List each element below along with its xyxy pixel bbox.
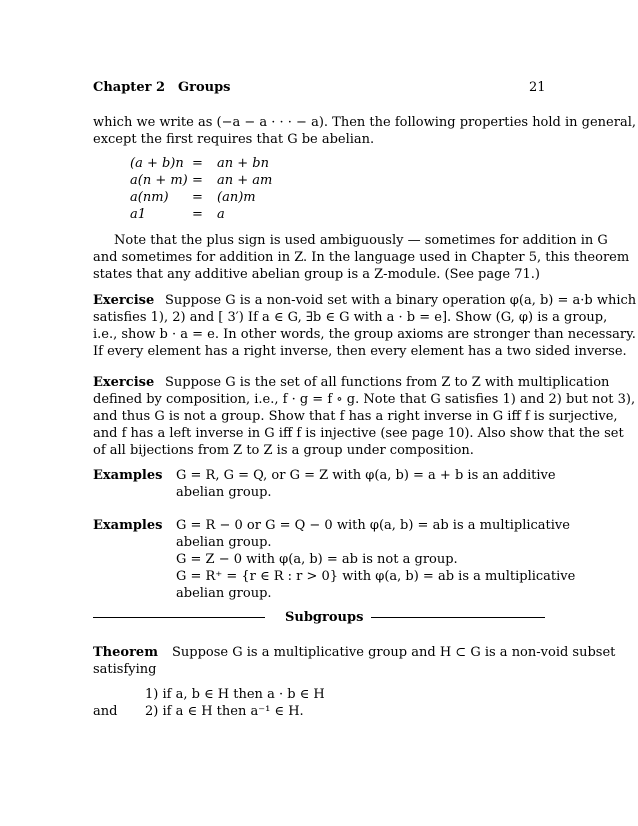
exercise-line: Suppose G is the set of all functions from Z to Z with multiplication <box>165 375 610 390</box>
theorem-line: Suppose G is a multiplicative group and H ⊂ G is a non-void subset <box>172 645 616 660</box>
examples-line: abelian group. <box>176 485 272 500</box>
equation-lhs: a(n + m) <box>130 173 188 188</box>
theorem-line: satisfying <box>93 662 157 677</box>
exercise-line: i.e., show b · a = e. In other words, the group axioms are stronger than necessary. <box>93 327 636 342</box>
examples-line: abelian group. <box>176 586 272 601</box>
examples-label: Examples <box>93 518 163 533</box>
exercise-line: and thus G is not a group. Show that f has a right inverse in G iff f is surjective, <box>93 409 618 424</box>
theorem-condition: 2) if a ∈ H then a⁻¹ ∈ H. <box>145 704 304 719</box>
intro-line: which we write as (−a − a · · · − a). Then the following properties hold in general, <box>93 115 636 130</box>
examples-line: G = R, G = Q, or G = Z with φ(a, b) = a + b is an additive <box>176 468 556 483</box>
page-number: 21 <box>529 80 546 95</box>
equation-op: = <box>192 173 203 188</box>
theorem-condition-prefix: and <box>93 704 118 719</box>
examples-line: G = Z − 0 with φ(a, b) = ab is not a group. <box>176 552 458 567</box>
equation-lhs: a1 <box>130 207 147 222</box>
equation-rhs: (an)m <box>217 190 256 205</box>
section-rule-right <box>371 617 545 618</box>
equation-lhs: a(nm) <box>130 190 169 205</box>
theorem-label: Theorem <box>93 645 158 660</box>
exercise-line: of all bijections from Z to Z is a group under composition. <box>93 443 474 458</box>
exercise-line: and f has a left inverse in G iff f is injective (see page 10). Also show that the set <box>93 426 624 441</box>
chapter-label: Chapter 2 <box>93 80 166 95</box>
equation-rhs: a <box>217 207 225 222</box>
exercise-line: satisfies 1), 2) and [ 3′) If a ∈ G, ∃b ∈ G with a · b = e]. Show (G, φ) is a group, <box>93 310 608 325</box>
section-title: Subgroups <box>285 610 364 625</box>
section-rule-left <box>93 617 265 618</box>
examples-label: Examples <box>93 468 163 483</box>
examples-line: G = R − 0 or G = Q − 0 with φ(a, b) = ab is a multiplicative <box>176 518 570 533</box>
equation-lhs: (a + b)n <box>130 156 184 171</box>
exercise-label: Exercise <box>93 375 155 390</box>
exercise-label: Exercise <box>93 293 155 308</box>
theorem-condition: 1) if a, b ∈ H then a · b ∈ H <box>145 687 325 702</box>
equation-op: = <box>192 207 203 222</box>
exercise-line: Suppose G is a non-void set with a binary operation φ(a, b) = a·b which <box>165 293 637 308</box>
intro-line: except the first requires that G be abelian. <box>93 132 375 147</box>
equation-rhs: an + bn <box>217 156 269 171</box>
examples-line: G = R⁺ = {r ∈ R : r > 0} with φ(a, b) = ab is a multiplicative <box>176 569 576 584</box>
exercise-line: defined by composition, i.e., f · g = f ∘ g. Note that G satisfies 1) and 2) but not 3), <box>93 392 636 407</box>
note-line: and sometimes for addition in Z. In the language used in Chapter 5, this theorem <box>93 250 630 265</box>
note-line: states that any additive abelian group is a Z-module. (See page 71.) <box>93 267 540 282</box>
examples-line: abelian group. <box>176 535 272 550</box>
equation-rhs: an + am <box>217 173 273 188</box>
note-line: Note that the plus sign is used ambiguously — sometimes for addition in G <box>114 233 608 248</box>
equation-op: = <box>192 190 203 205</box>
exercise-line: If every element has a right inverse, then every element has a two sided inverse. <box>93 344 627 359</box>
chapter-title: Groups <box>178 80 231 95</box>
equation-op: = <box>192 156 203 171</box>
